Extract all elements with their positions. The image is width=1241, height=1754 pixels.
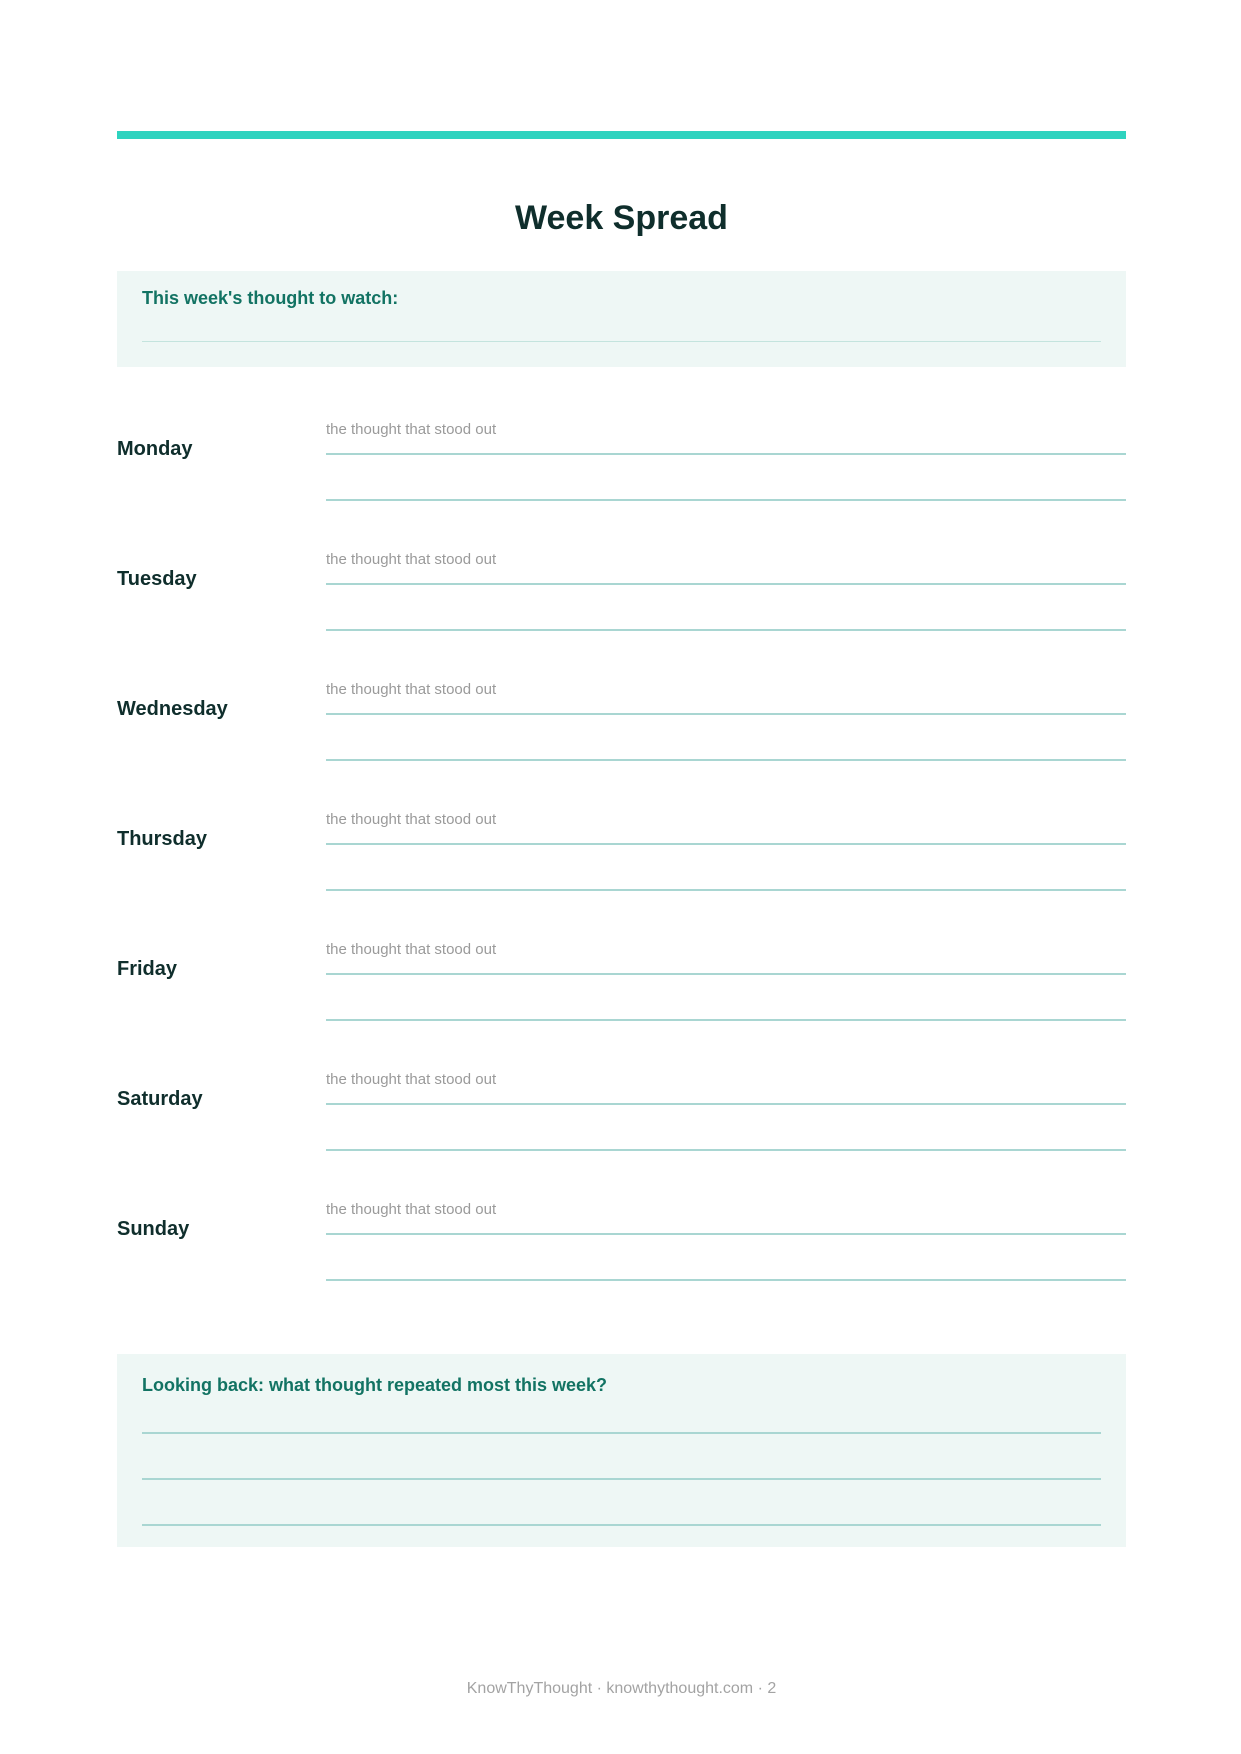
day-write-line[interactable] <box>326 583 1126 585</box>
day-hint: the thought that stood out <box>326 811 497 828</box>
day-write-line[interactable] <box>326 973 1126 975</box>
day-write-line[interactable] <box>326 499 1126 501</box>
looking-back-write-line[interactable] <box>142 1478 1101 1480</box>
day-hint: the thought that stood out <box>326 1071 497 1088</box>
day-hint: the thought that stood out <box>326 681 497 698</box>
day-label: Friday <box>117 958 178 980</box>
page-title: Week Spread <box>515 199 728 237</box>
day-label: Monday <box>117 438 193 460</box>
day-write-line[interactable] <box>326 1019 1126 1021</box>
day-row-friday <box>117 941 1126 1086</box>
day-write-line[interactable] <box>326 759 1126 761</box>
thought-to-watch-box <box>117 271 1126 367</box>
looking-back-write-line[interactable] <box>142 1432 1101 1434</box>
day-write-line[interactable] <box>326 843 1126 845</box>
day-row-thursday <box>117 811 1126 956</box>
day-write-line[interactable] <box>326 453 1126 455</box>
thought-to-watch-write-line[interactable] <box>142 341 1101 342</box>
day-hint: the thought that stood out <box>326 941 497 958</box>
day-write-line[interactable] <box>326 889 1126 891</box>
thought-to-watch-label: This week's thought to watch: <box>142 288 399 308</box>
page-footer: KnowThyThought · knowthythought.com · 2 <box>466 1680 777 1697</box>
day-label: Saturday <box>117 1088 203 1110</box>
looking-back-label: Looking back: what thought repeated most this week? <box>142 1375 608 1395</box>
day-write-line[interactable] <box>326 1279 1126 1281</box>
day-write-line[interactable] <box>326 1233 1126 1235</box>
day-write-line[interactable] <box>326 1103 1126 1105</box>
looking-back-write-line[interactable] <box>142 1524 1101 1526</box>
day-row-sunday <box>117 1201 1126 1346</box>
day-label: Wednesday <box>117 698 228 720</box>
day-row-monday <box>117 421 1126 566</box>
looking-back-box <box>117 1354 1126 1547</box>
day-row-saturday <box>117 1071 1126 1216</box>
day-row-tuesday <box>117 551 1126 696</box>
day-hint: the thought that stood out <box>326 551 497 568</box>
day-row-wednesday <box>117 681 1126 826</box>
day-write-line[interactable] <box>326 1149 1126 1151</box>
day-hint: the thought that stood out <box>326 421 497 438</box>
day-write-line[interactable] <box>326 629 1126 631</box>
worksheet-page <box>117 0 1126 1754</box>
day-label: Tuesday <box>117 568 197 590</box>
day-label: Sunday <box>117 1218 190 1240</box>
day-write-line[interactable] <box>326 713 1126 715</box>
day-hint: the thought that stood out <box>326 1201 497 1218</box>
accent-rule <box>117 131 1126 139</box>
day-label: Thursday <box>117 828 208 850</box>
